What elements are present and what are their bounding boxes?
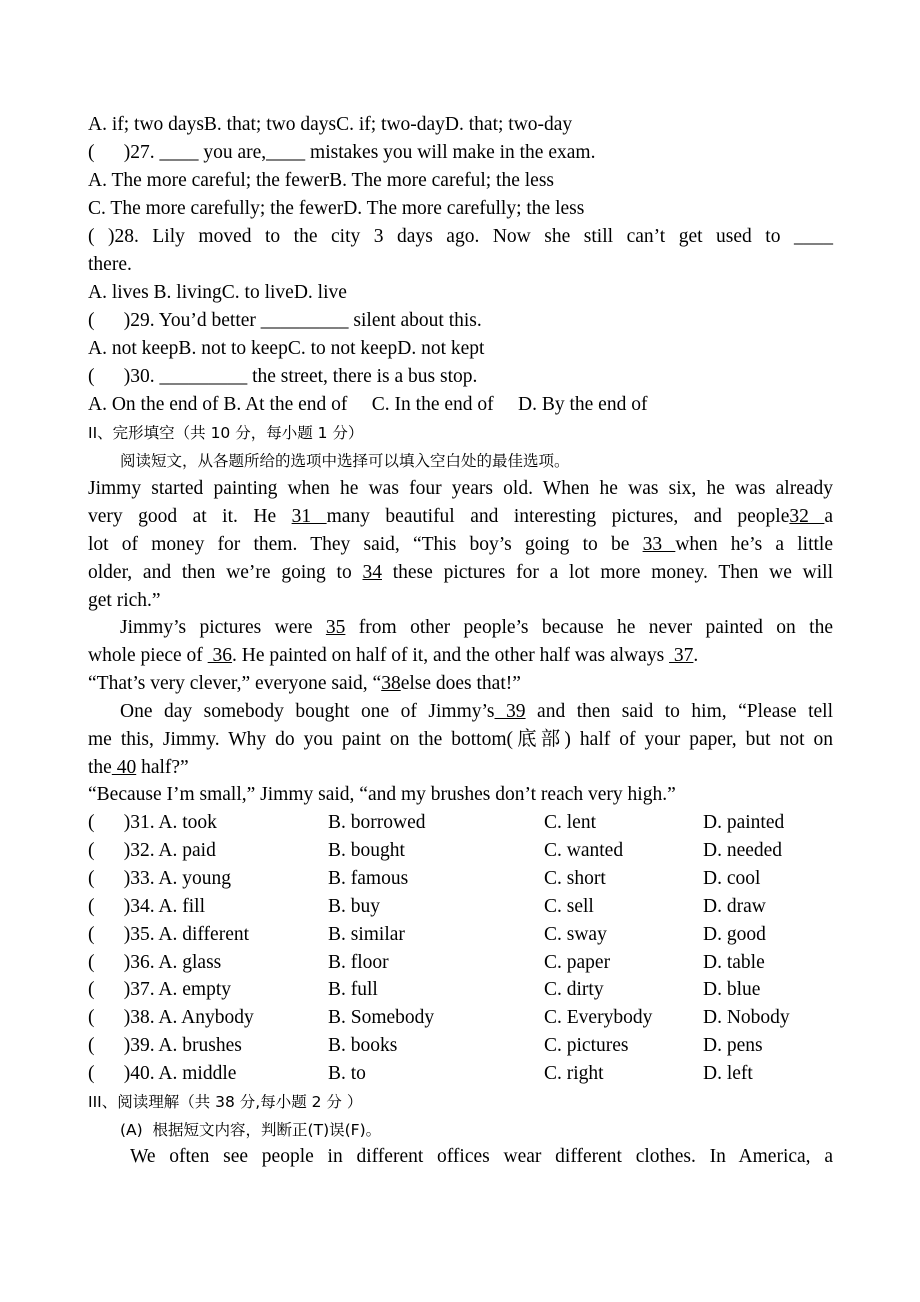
q28-options: A. lives B. livingC. to liveD. live bbox=[88, 282, 347, 303]
option-b: B. bought bbox=[328, 839, 405, 861]
option-b: B. Somebody bbox=[328, 1007, 435, 1029]
q30-options: A. On the end of B. At the end of C. In the end of D. By the end of bbox=[88, 394, 648, 415]
option-b: B. similar bbox=[328, 923, 405, 945]
text: from other people’s because he never painted on the bbox=[345, 617, 833, 638]
question-stem: ( )37. A. empty bbox=[88, 979, 231, 1001]
passage-p3 bbox=[88, 670, 833, 698]
passage-p2-line2 bbox=[88, 642, 833, 670]
option-b: B. borrowed bbox=[328, 812, 426, 833]
text: and then said to him, “Please tell bbox=[525, 701, 834, 722]
blank-38: 38 bbox=[381, 673, 401, 694]
q30-stem: ( )30. _________ the street, there is a bus stop. bbox=[88, 366, 478, 387]
text: One day somebody bought one of Jimmy’s bbox=[120, 701, 495, 722]
text: “That’s very clever,” everyone said, “ bbox=[88, 673, 382, 694]
text: a bbox=[824, 506, 834, 527]
question-stem: ( )33. A. young bbox=[88, 867, 231, 889]
passage-p4-line1 bbox=[120, 698, 833, 726]
blank-34: 34 bbox=[362, 562, 382, 583]
question-stem: ( )31. A. took bbox=[88, 812, 217, 833]
text: whole piece of bbox=[88, 645, 208, 666]
option-c: C. short bbox=[544, 867, 606, 889]
option-d: D. needed bbox=[703, 839, 783, 861]
question-stem: ( )38. A. Anybody bbox=[88, 1007, 254, 1029]
question-stem: ( )39. A. brushes bbox=[88, 1035, 242, 1057]
option-b: B. full bbox=[328, 979, 378, 1001]
q28-stem-line2: there. bbox=[88, 254, 132, 275]
passage-p1-line3 bbox=[88, 531, 833, 559]
question-stem: ( )35. A. different bbox=[88, 923, 250, 945]
option-b: B. to bbox=[328, 1063, 366, 1085]
text: else does that!” bbox=[400, 673, 521, 694]
text: . bbox=[693, 645, 699, 666]
q28-stem-line1: ( )28. Lily moved to the city 3 days ago. Now she still can’t get used to ____ bbox=[88, 226, 833, 247]
option-c: C. lent bbox=[544, 812, 596, 833]
text: when he’s a little bbox=[675, 534, 834, 555]
text: older, and then we’re going to bbox=[88, 562, 363, 583]
option-b: B. books bbox=[328, 1035, 398, 1057]
option-d: D. left bbox=[703, 1063, 753, 1085]
option-c: C. paper bbox=[544, 951, 611, 973]
option-c: C. pictures bbox=[544, 1035, 629, 1057]
text: Jimmy’s pictures were bbox=[120, 617, 326, 638]
text: half?” bbox=[136, 757, 189, 778]
blank-36: 36 bbox=[207, 645, 233, 666]
q27-options-1: A. The more careful; the fewerB. The more careful; the less bbox=[88, 170, 555, 191]
cloze-heading: II、完形填空（共 10 分，每小题 1 分） bbox=[88, 424, 364, 442]
cloze-instruction: 阅读短文，从各题所给的选项中选择可以填入空白处的最佳选项。 bbox=[120, 452, 570, 470]
option-d: D. pens bbox=[703, 1035, 763, 1057]
option-d: D. blue bbox=[703, 979, 761, 1001]
option-d: D. table bbox=[703, 951, 765, 973]
passage-p1-line2 bbox=[88, 503, 833, 531]
passage-p1-line5: get rich.” bbox=[88, 590, 161, 611]
blank-39: 39 bbox=[494, 701, 526, 722]
reading-p1-line1: We often see people in different offices wear different clothes. In America, a bbox=[130, 1146, 833, 1167]
option-b: B. famous bbox=[328, 867, 409, 889]
question-stem: ( )40. A. middle bbox=[88, 1063, 237, 1085]
option-d: D. cool bbox=[703, 867, 761, 889]
option-c: C. Everybody bbox=[544, 1007, 653, 1029]
option-c: C. wanted bbox=[544, 839, 624, 861]
question-stem: ( )34. A. fill bbox=[88, 895, 205, 917]
blank-31: 31 bbox=[291, 506, 327, 527]
question-stem: ( )36. A. glass bbox=[88, 951, 222, 973]
text: the bbox=[88, 757, 112, 778]
option-d: D. good bbox=[703, 923, 766, 945]
q27-stem: ( )27. ____ you are,____ mistakes you will make in the exam. bbox=[88, 142, 596, 163]
passage-p4-line3 bbox=[88, 754, 833, 782]
text: many beautiful and interesting pictures, and people bbox=[326, 506, 790, 527]
option-d: D. draw bbox=[703, 895, 766, 917]
option-b: B. floor bbox=[328, 951, 389, 973]
passage-p1-line4 bbox=[88, 559, 833, 587]
q26-options: A. if; two daysB. that; two daysC. if; two-dayD. that; two-day bbox=[88, 114, 573, 135]
reading-instruction: (A) 根据短文内容，判断正(T)误(F)。 bbox=[120, 1121, 382, 1139]
option-d: D. Nobody bbox=[703, 1007, 790, 1029]
passage-p5: “Because I’m small,” Jimmy said, “and my brushes don’t reach very high.” bbox=[88, 784, 676, 805]
passage-p1-line1: Jimmy started painting when he was four years old. When he was six, he was already bbox=[88, 478, 833, 499]
q29-stem: ( )29. You’d better _________ silent about this. bbox=[88, 310, 482, 331]
option-d: D. painted bbox=[703, 812, 785, 833]
option-b: B. buy bbox=[328, 895, 381, 917]
reading-heading: III、阅读理解（共 38 分,每小题 2 分 ） bbox=[88, 1093, 363, 1111]
q27-options-2: C. The more carefully; the fewerD. The more carefully; the less bbox=[88, 198, 585, 219]
option-c: C. sway bbox=[544, 923, 607, 945]
text: these pictures for a lot more money. Then we will bbox=[381, 562, 833, 583]
blank-35: 35 bbox=[325, 617, 346, 638]
passage-p2-line1 bbox=[120, 614, 833, 642]
option-c: C. sell bbox=[544, 895, 594, 917]
blank-32: 32 bbox=[789, 506, 825, 527]
blank-40: 40 bbox=[111, 757, 137, 778]
passage-p4-line2: me this, Jimmy. Why do you paint on the bottom(底部) half of your paper, but not on bbox=[88, 729, 833, 750]
text: lot of money for them. They said, “This boy’s going to be bbox=[88, 534, 643, 555]
option-c: C. dirty bbox=[544, 979, 604, 1001]
question-stem: ( )32. A. paid bbox=[88, 839, 216, 861]
option-c: C. right bbox=[544, 1063, 604, 1085]
blank-33: 33 bbox=[642, 534, 676, 555]
text: . He painted on half of it, and the other half was always bbox=[232, 645, 670, 666]
blank-37: 37 bbox=[669, 645, 694, 666]
q29-options: A. not keepB. not to keepC. to not keepD. not kept bbox=[88, 338, 485, 359]
text: very good at it. He bbox=[88, 506, 292, 527]
